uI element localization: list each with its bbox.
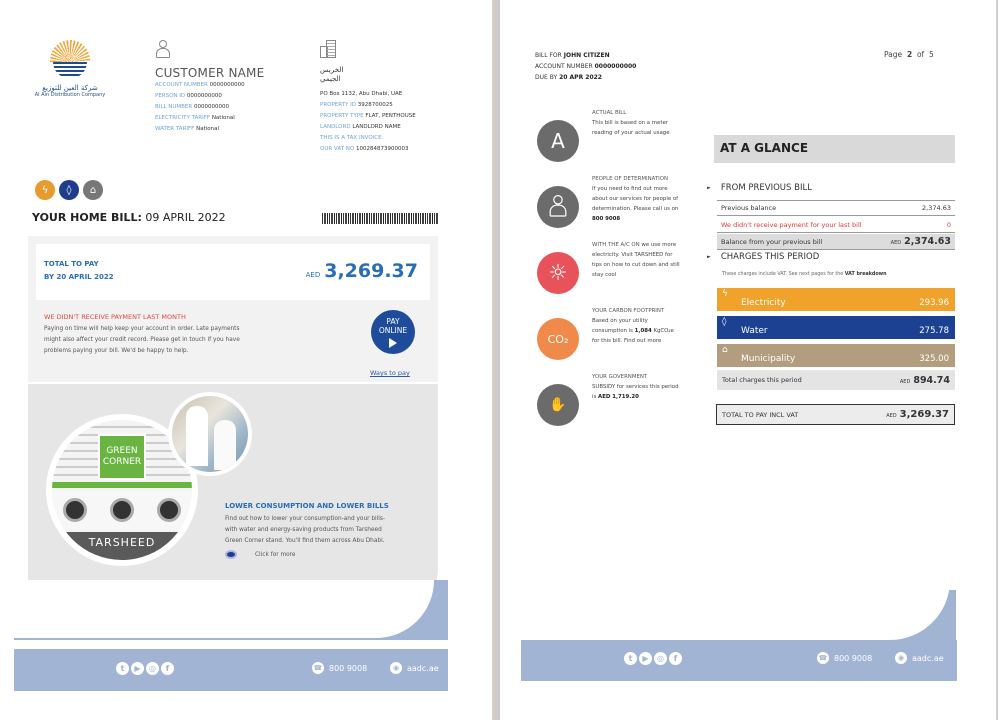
property-arabic-name: الخريس الجيمي <box>320 66 344 83</box>
family-photo <box>168 392 252 476</box>
missed-payment-body: Paying on time will help keep your account in order. Late payments might also affect your credit record. Please get in touch if you have problems paying your bill. We'd be happy to help. <box>44 326 240 354</box>
youtube-icon[interactable]: ▶ <box>639 652 652 665</box>
total-to-pay-box <box>36 244 430 300</box>
municipality-house-icon: ⌂ <box>83 180 103 200</box>
ways-to-pay-link[interactable]: Ways to pay <box>370 369 410 377</box>
info-icon <box>225 550 237 559</box>
page2-footer <box>521 640 957 681</box>
missed-payment-row: We didn't receive payment for your last bill 0 <box>717 217 955 233</box>
electricity-charge: ϟ Electricity 293.96 <box>717 288 955 311</box>
play-icon <box>389 338 397 348</box>
instagram-icon[interactable]: ◎ <box>146 662 159 675</box>
info-people-of-determination: PEOPLE OF DETERMINATION If you need to find out more about our services for people of determination. Please call us on 800 9008 <box>537 174 687 240</box>
total-to-pay-incl-vat: TOTAL TO PAY INCL VAT AED 3,269.37 <box>716 404 955 425</box>
total-charges-row: Total charges this period AED 894.74 <box>717 370 955 390</box>
total-amount: AED 3,269.37 <box>305 260 418 282</box>
customer-details <box>155 40 264 135</box>
info-government-subsidy: ✋ YOUR GOVERNMENT SUBSIDY for services this period is AED 1,719.20 <box>537 372 687 438</box>
social-links <box>116 662 174 675</box>
page-indicator: Page 2 of 5 <box>884 50 934 59</box>
customer-name: CUSTOMER NAME <box>155 66 265 80</box>
phone-icon: ☎ <box>313 664 323 672</box>
person-id: PERSON ID 0000000000 <box>155 93 222 99</box>
barcode <box>322 213 439 224</box>
home-bill-date: YOUR HOME BILL: 09 APRIL 2022 <box>32 211 226 224</box>
bill-for: BILL FOR JOHN CITIZEN <box>535 52 610 59</box>
bill-page-2 <box>500 0 996 720</box>
person-icon <box>155 40 171 60</box>
social-links <box>624 652 682 665</box>
phone-contact[interactable]: ☎ 800 9008 <box>313 663 368 673</box>
account-number: ACCOUNT NUMBER 0000000000 <box>155 82 245 88</box>
property-type: PROPERTY TYPE FLAT, PENTHOUSE <box>320 113 416 119</box>
missed-payment-title: WE DIDN'T RECEIVE PAYMENT LAST MONTH <box>44 313 186 321</box>
water-tariff: WATER TARIFF National <box>155 126 220 132</box>
logo-english-text: Al Ain Distribution Company <box>34 92 106 98</box>
total-to-pay-label: TOTAL TO PAY <box>44 260 99 268</box>
twitter-icon[interactable]: t <box>624 652 637 665</box>
page-separator <box>492 0 500 720</box>
at-a-glance-title: AT A GLANCE <box>714 135 955 163</box>
bill-number: BILL NUMBER 0000000000 <box>155 104 229 110</box>
payment-panel <box>28 236 438 382</box>
viewer-edge <box>996 0 998 720</box>
electricity-icon: ϟ <box>35 180 55 200</box>
water-drop-icon: ◊ <box>59 180 79 200</box>
municipality-charge: ⌂ Municipality 325.00 <box>717 344 955 367</box>
balance-previous-bill-row: Balance from your previous bill AED 2,374.63 <box>717 234 955 250</box>
hand-coins-icon: ✋ <box>537 384 579 426</box>
property-id: PROPERTY ID 3928700025 <box>320 102 393 108</box>
facebook-icon[interactable]: f <box>669 652 682 665</box>
info-carbon-footprint: CO₂ YOUR CARBON FOOTPRINT Based on your utility consumption is 1,084 KgCO₂e for this bill. Find out more <box>537 306 687 372</box>
vat-note: These charges include VAT. See next pages for the VAT breakdown <box>722 272 887 277</box>
web-icon: ◉ <box>390 662 402 674</box>
bill-header <box>535 50 636 83</box>
water-drop-icon: ◊ <box>722 317 727 327</box>
pay-online-button[interactable]: PAY ONLINE <box>371 310 415 354</box>
electricity-tariff: ELECTRICITY TARIFF National <box>155 115 235 121</box>
twitter-icon[interactable]: t <box>116 662 129 675</box>
municipality-house-icon: ⌂ <box>722 345 728 355</box>
sun-wave-logo-icon <box>50 40 90 80</box>
electricity-icon: ϟ <box>722 289 728 299</box>
building-icon <box>320 40 336 58</box>
info-ac-tips: ☼ WITH THE A/C ON we use more electricity. Visit TARSHEED for tips on how to cut down and still stay cool <box>537 240 687 306</box>
phone-contact[interactable]: ☎ 800 9008 <box>818 653 873 663</box>
page1-footer <box>14 649 448 691</box>
person-icon <box>537 186 579 228</box>
green-corner-sign: GREEN CORNER <box>98 434 146 480</box>
due-date: BY 20 APRIL 2022 <box>44 273 114 281</box>
instagram-icon[interactable]: ◎ <box>654 652 667 665</box>
previous-balance-row: Previous balance 2,374.63 <box>717 200 955 216</box>
tax-invoice-notice: THIS IS A TAX INVOICE. <box>320 135 384 141</box>
website-link[interactable]: ◉ aadc.ae <box>895 652 944 664</box>
sun-icon: ☼ <box>537 252 579 294</box>
account-number: ACCOUNT NUMBER 0000000000 <box>535 63 637 70</box>
from-previous-bill-heading: ► FROM PREVIOUS BILL <box>707 183 812 193</box>
promo-title: LOWER CONSUMPTION AND LOWER BILLS <box>225 502 389 510</box>
charges-this-period-heading: ► CHARGES THIS PERIOD <box>707 252 820 262</box>
co2-icon: CO₂ <box>537 318 579 360</box>
promo-body: Find out how to lower your consumption-and your bills-with water and energy-saving products from Tarsheed Green Corner stand. You'll find them across Abu Dhabi. <box>225 516 385 544</box>
phone-icon: ☎ <box>818 654 828 662</box>
info-actual-bill: A ACTUAL BILL This bill is based on a meter reading of your actual usage <box>537 108 687 174</box>
youtube-icon[interactable]: ▶ <box>131 662 144 675</box>
info-list <box>537 108 687 438</box>
vat-number: OUR VAT NO 100284873900003 <box>320 146 409 152</box>
facebook-icon[interactable]: f <box>161 662 174 675</box>
water-charge: ◊ Water 275.78 <box>717 316 955 339</box>
service-icons <box>35 180 103 200</box>
web-icon: ◉ <box>895 652 907 664</box>
missed-payment-notice <box>44 313 254 357</box>
click-for-more-link[interactable]: Click for more <box>225 550 395 559</box>
property-details <box>320 40 416 155</box>
property-address: PO Box 1132, Abu Dhabi, UAE <box>320 91 403 97</box>
company-logo <box>34 40 106 98</box>
website-link[interactable]: ◉ aadc.ae <box>390 662 439 674</box>
due-by: DUE BY 20 APR 2022 <box>535 74 602 81</box>
promo-text <box>225 502 395 559</box>
tarsheed-brand: TARSHEED <box>52 532 192 560</box>
bill-page-1 <box>0 0 492 720</box>
logo-arabic-text: شركة العين للتوزيع <box>42 84 98 92</box>
actual-bill-a-icon: A <box>537 120 579 162</box>
landlord: LANDLORD LANDLORD NAME <box>320 124 401 130</box>
